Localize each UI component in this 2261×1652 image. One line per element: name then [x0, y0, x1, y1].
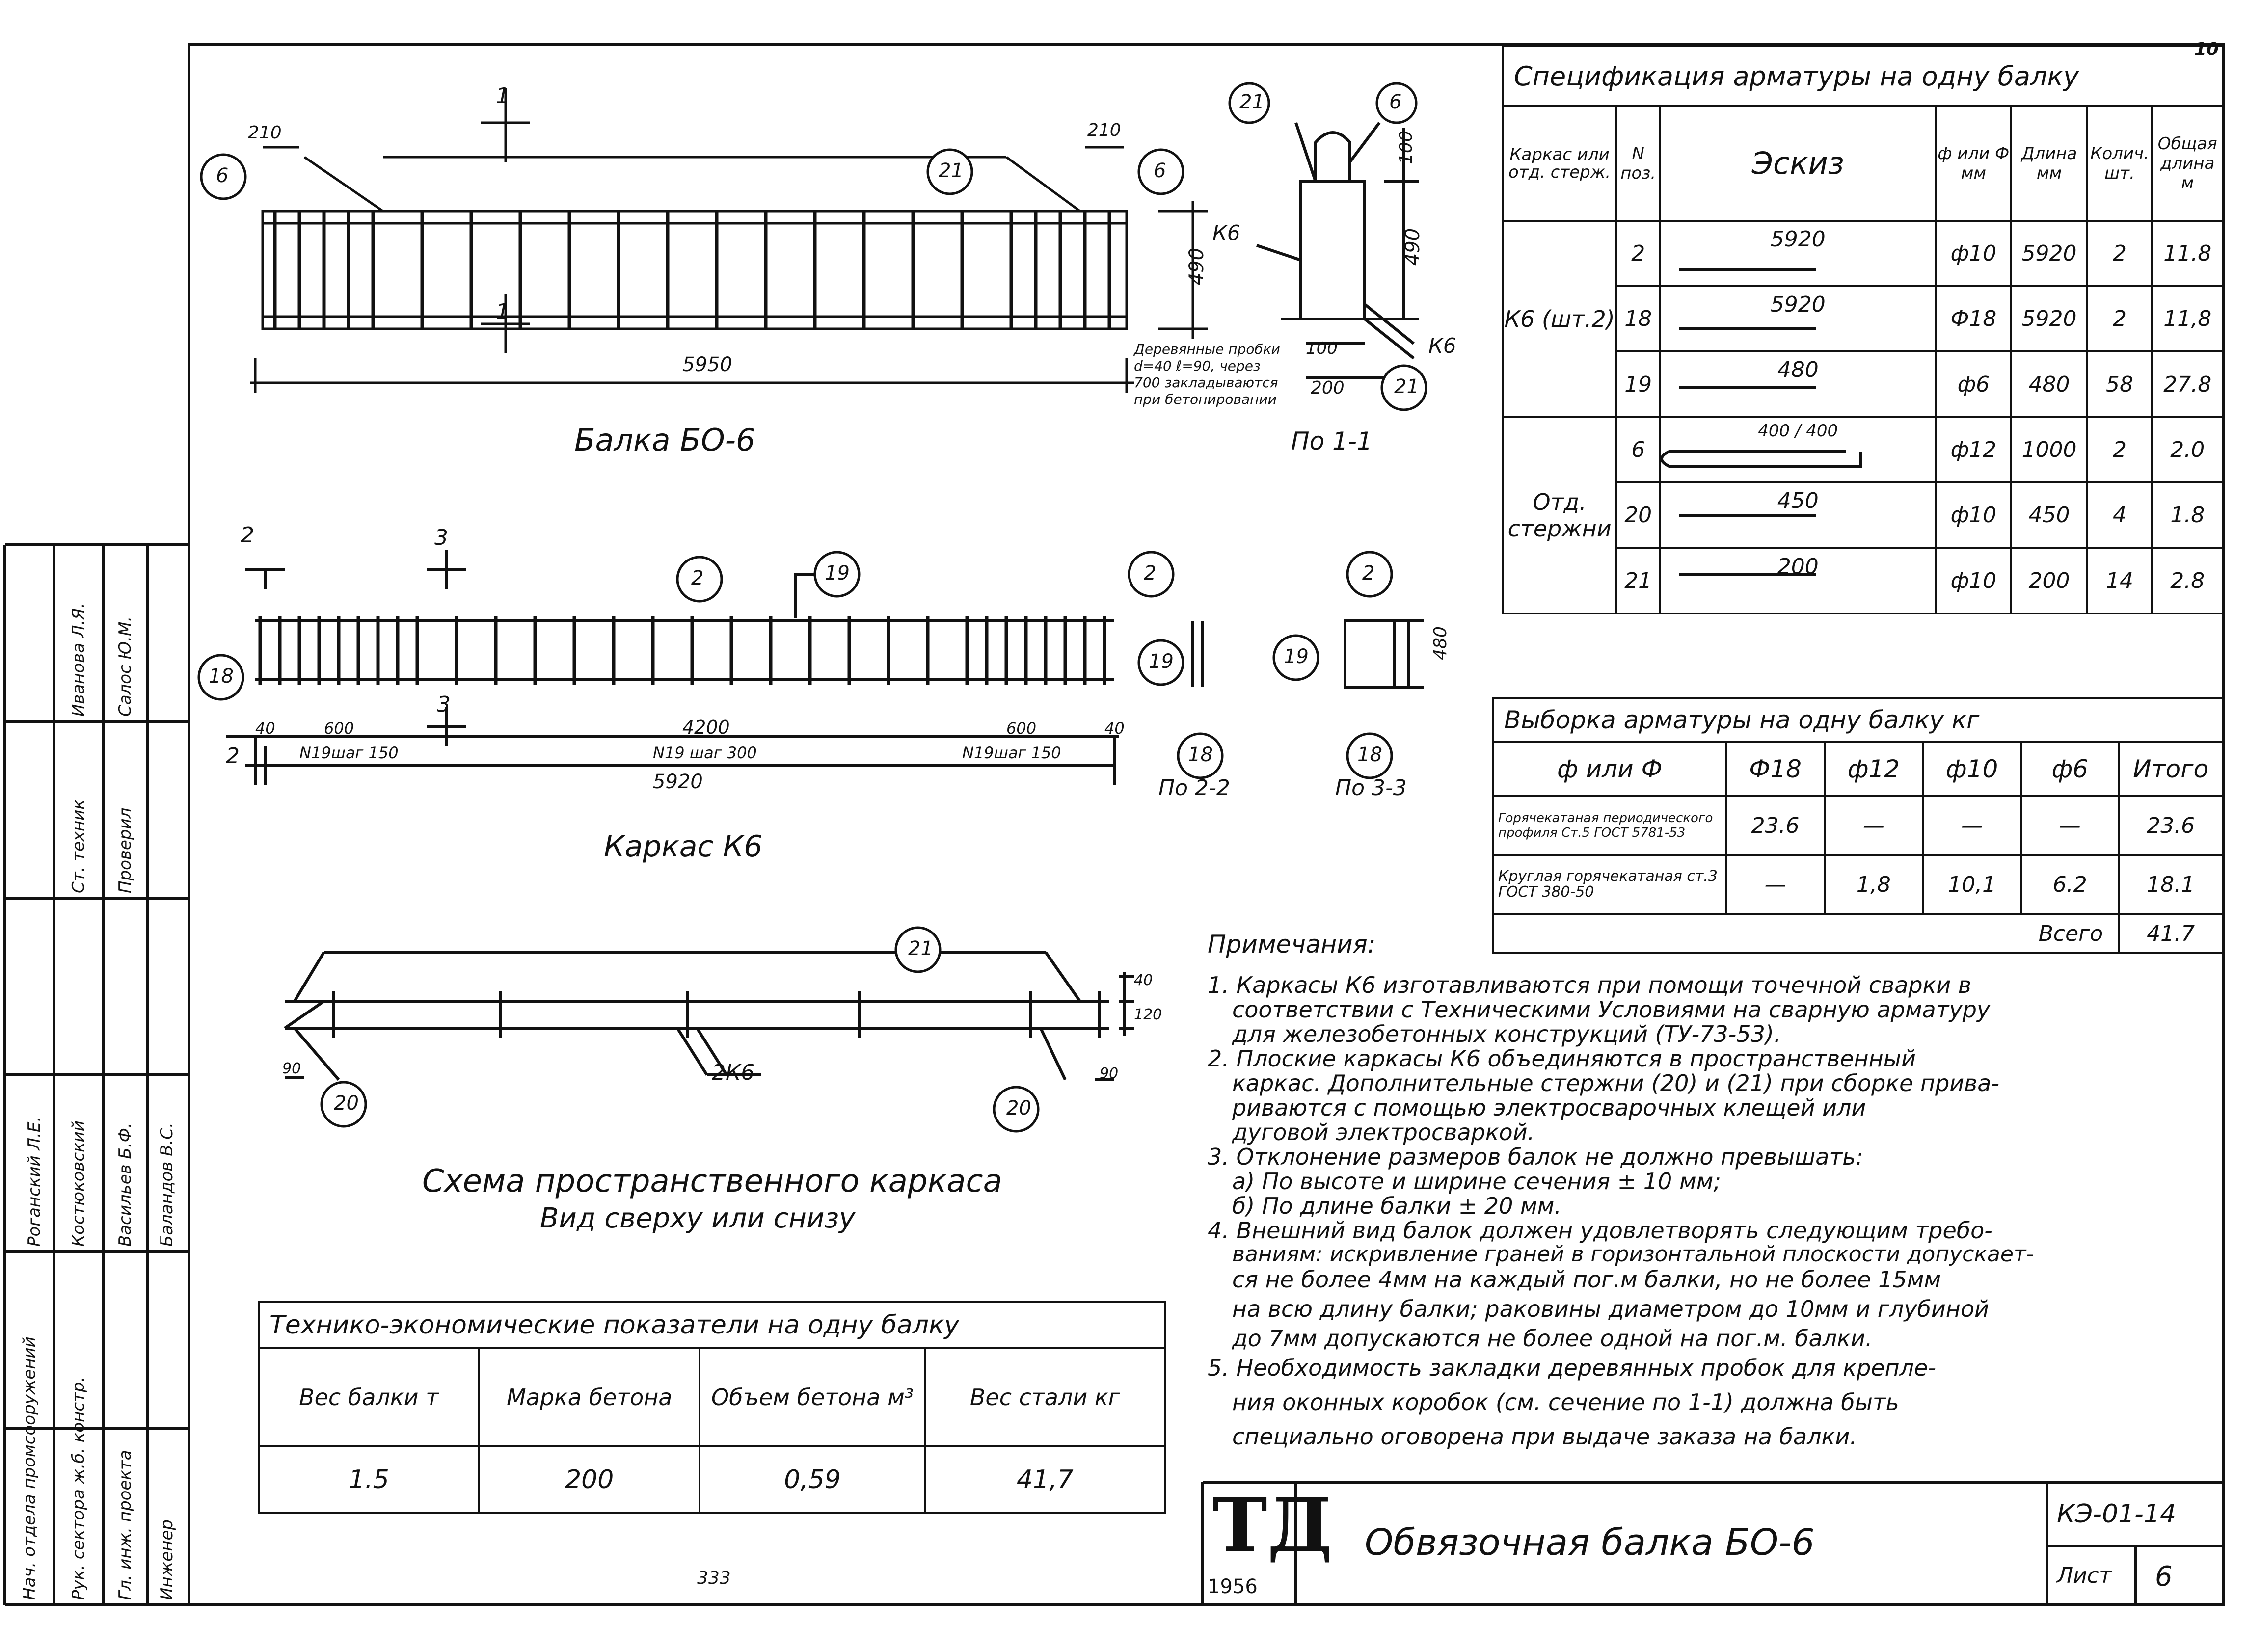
spec-pos: 20 — [1616, 482, 1660, 548]
spec-qty: 14 — [2087, 548, 2153, 613]
spec-sketch: 450 — [1660, 482, 1936, 548]
viborka-cell: — — [2021, 796, 2119, 855]
viborka-row-hot — [1493, 796, 2223, 855]
note-line: ваниям: искривление граней в горизонтальной плоскости допускает- — [1232, 1242, 2034, 1267]
spec-header-qty: Колич. шт. — [2087, 106, 2153, 220]
side-role-1: Нач. отдела промсооружений — [20, 1336, 39, 1600]
side-role-5: Ст. техник — [69, 799, 88, 893]
side-name-4: Роганский Л.Е. — [25, 1116, 44, 1247]
side-name-5: Иванова Л.Я. — [69, 603, 88, 717]
spec-header-dia: ф или Ф мм — [1936, 106, 2011, 220]
viborka-row-round — [1493, 855, 2223, 914]
section-1-1 — [1257, 123, 1419, 378]
note-line: до 7мм допускаются не более одной на пог.м. балки. — [1232, 1325, 1873, 1352]
spec-total: 1.8 — [2152, 482, 2223, 548]
mark-6-b: 6 — [216, 164, 229, 187]
spec-total: 2.8 — [2152, 548, 2223, 613]
frame-k6-bars — [260, 616, 1104, 685]
n19-step-150-right: N19шаг 150 — [962, 744, 1061, 762]
tep-value-weight: 1.5 — [259, 1446, 479, 1513]
spec-qty: 2 — [2087, 221, 2153, 286]
spec-dia: ф10 — [1936, 548, 2011, 613]
mark-19-b: 19 — [1149, 650, 1174, 673]
mark-21-d: 21 — [908, 937, 933, 960]
note-line: 1. Каркасы К6 изготавливаются при помощи точечной сварки в — [1208, 972, 1972, 998]
space-frame-subtitle: Вид сверху или снизу — [540, 1202, 856, 1234]
note-line: каркас. Дополнительные стержни (20) и (21) при сборке прива- — [1232, 1070, 2000, 1096]
side-role-4: Инженер — [157, 1519, 177, 1600]
spec-total: 27.8 — [2152, 351, 2223, 417]
dim-490-beam: 490 — [1185, 247, 1209, 286]
viborka-cell: 6.2 — [2021, 855, 2119, 914]
spec-dia: ф10 — [1936, 482, 2011, 548]
note-line: риваются с помощью электросварочных клещей или — [1232, 1094, 1866, 1121]
spec-dia: ф6 — [1936, 351, 2011, 417]
dim-100-bottom: 100 — [1306, 339, 1338, 358]
note-line: ния оконных коробок (см. сечение по 1-1) должна быть — [1232, 1389, 1899, 1415]
spec-len: 5920 — [2011, 221, 2087, 286]
wood-plugs-note: Деревянные пробки d=40 ℓ=90, через 700 закладываются при бетонировании — [1134, 341, 1280, 407]
dim-120-space: 120 — [1134, 1006, 1162, 1023]
side-name-3: Баландов В.С. — [157, 1122, 177, 1247]
dim-40-space: 40 — [1134, 972, 1153, 989]
note-line: ся не более 4мм на каждый пог.м балки, но не более 15мм — [1232, 1266, 1941, 1293]
spec-row-6 — [1503, 417, 2223, 482]
viborka-cell-sum: 23.6 — [2119, 796, 2223, 855]
tep-header-volume: Объем бетона м³ — [700, 1348, 925, 1446]
tep-title: Технико-экономические показатели на одну балку — [259, 1302, 1165, 1348]
spec-total: 11,8 — [2152, 286, 2223, 351]
mark-18-b: 18 — [1188, 744, 1213, 766]
dim-40-left: 40 — [255, 719, 275, 738]
spec-dia: ф12 — [1936, 417, 2011, 482]
cut-mark-1-top: 1 — [496, 83, 510, 108]
spec-header-length: Длина мм — [2011, 106, 2087, 220]
label-k6-section: К6 — [1212, 221, 1240, 245]
side-role-2: Рук. сектора ж.б. констр. — [69, 1376, 88, 1600]
cut-mark-1-bottom: 1 — [496, 299, 510, 324]
mark-2-b: 2 — [1144, 562, 1157, 585]
n19-step-150-left: N19шаг 150 — [299, 744, 399, 762]
viborka-header-f10: ф10 — [1923, 742, 2021, 796]
tep-header-steel: Вес стали кг — [925, 1348, 1165, 1446]
viborka-cell: 1,8 — [1825, 855, 1923, 914]
viborka-title: Выборка арматуры на одну балку кг — [1493, 698, 2223, 742]
spec-header-frame: Каркас или отд. стерж. — [1503, 106, 1616, 220]
spec-sketch: 400 / 400 — [1660, 417, 1936, 482]
mark-19-c: 19 — [1284, 645, 1309, 668]
space-frame — [285, 952, 1134, 1080]
spec-qty: 58 — [2087, 351, 2153, 417]
side-name-1: Костюковский — [69, 1120, 88, 1247]
side-role-3: Гл. инж. проекта — [115, 1450, 135, 1600]
cut-mark-3-top: 3 — [434, 525, 448, 550]
section-3-3-title: По 3-3 — [1335, 775, 1407, 800]
spec-sketch: 200 — [1660, 548, 1936, 613]
spec-sketch: 5920 — [1660, 221, 1936, 286]
spec-total: 2.0 — [2152, 417, 2223, 482]
dim-600-right: 600 — [1006, 719, 1037, 738]
mark-6-c: 6 — [1154, 160, 1166, 182]
spec-header-total: Общая длина м — [2152, 106, 2223, 220]
viborka-header-f12: ф12 — [1825, 742, 1923, 796]
beam-title: Балка БО-6 — [574, 422, 755, 458]
tep-header-weight: Вес балки т — [259, 1348, 479, 1446]
spec-len: 1000 — [2011, 417, 2087, 482]
dim-200-bottom: 200 — [1311, 378, 1345, 398]
spec-dia: Ф18 — [1936, 286, 2011, 351]
tep-header-grade: Марка бетона — [479, 1348, 700, 1446]
dim-480-section: 480 — [1430, 626, 1451, 660]
dim-5950: 5950 — [682, 353, 732, 376]
beam-elevation — [250, 88, 1208, 393]
side-name-6: Салос Ю.М. — [115, 616, 135, 717]
cut-mark-3-bottom: 3 — [437, 692, 451, 717]
viborka-header-f6: ф6 — [2021, 742, 2119, 796]
viborka-header-sum: Итого — [2119, 742, 2223, 796]
spec-total: 11.8 — [2152, 221, 2223, 286]
tep-value-steel: 41,7 — [925, 1446, 1165, 1513]
note-line: 2. Плоские каркасы К6 объединяются в пространственный — [1208, 1045, 1916, 1072]
mark-18-a: 18 — [209, 665, 234, 688]
dim-90-right: 90 — [1100, 1065, 1119, 1082]
viborka-header-label: ф или Ф — [1493, 742, 1726, 796]
spec-pos: 21 — [1616, 548, 1660, 613]
viborka-header-f18: Ф18 — [1726, 742, 1825, 796]
stamp-year: 1956 — [1208, 1575, 1258, 1598]
spec-header-sketch: Эскиз — [1660, 106, 1936, 220]
viborka-cell: 10,1 — [1923, 855, 2021, 914]
page-number: 333 — [697, 1568, 731, 1588]
spec-pos: 6 — [1616, 417, 1660, 482]
viborka-row-label: Горячекатаная периодического профиля Ст.5 ГОСТ 5781-53 — [1493, 796, 1726, 855]
beam-stirrups — [275, 211, 1109, 329]
dim-490-section: 490 — [1401, 228, 1425, 266]
viborka-total-value: 41.7 — [2119, 914, 2223, 953]
sheet-corner-number: 10 — [2194, 39, 2219, 59]
mark-21-c: 21 — [1394, 375, 1419, 398]
mark-21-a: 21 — [1239, 91, 1265, 113]
dim-210-left: 210 — [248, 123, 282, 143]
mark-20-b: 20 — [1006, 1097, 1031, 1119]
stamp-code: КЭ-01-14 — [2057, 1499, 2177, 1529]
note-line: дуговой электросваркой. — [1232, 1119, 1535, 1146]
spec-table — [1502, 45, 2224, 614]
spec-pos: 19 — [1616, 351, 1660, 417]
spec-len: 200 — [2011, 548, 2087, 613]
cut-mark-2-top: 2 — [241, 523, 254, 548]
side-role-6: Проверил — [115, 807, 135, 893]
tep-value-volume: 0,59 — [700, 1446, 925, 1513]
mark-18-c: 18 — [1357, 744, 1382, 766]
viborka-cell: — — [1923, 796, 2021, 855]
spec-pos: 18 — [1616, 286, 1660, 351]
dim-90-left: 90 — [282, 1060, 301, 1077]
spec-len: 480 — [2011, 351, 2087, 417]
spec-qty: 2 — [2087, 286, 2153, 351]
tep-value-grade: 200 — [479, 1446, 700, 1513]
n19-step-300: N19 шаг 300 — [653, 744, 757, 762]
mark-6-a: 6 — [1389, 91, 1402, 113]
spec-sketch: 5920 — [1660, 286, 1936, 351]
space-frame-ties — [334, 991, 1100, 1038]
spec-qty: 2 — [2087, 417, 2153, 482]
side-name-2: Васильев Б.Ф. — [115, 1122, 135, 1247]
viborka-total-label: Всего — [1493, 914, 2119, 953]
viborka-row-label: Круглая горячекатаная ст.3 ГОСТ 380-50 — [1493, 855, 1726, 914]
tep-table — [258, 1301, 1166, 1514]
spec-row-2 — [1503, 221, 2223, 286]
viborka-table — [1492, 697, 2224, 954]
label-k6-right: К6 — [1428, 334, 1456, 358]
label-2k6: 2К6 — [712, 1060, 755, 1085]
note-line: 5. Необходимость закладки деревянных пробок для крепле- — [1208, 1355, 1936, 1381]
mark-19-a: 19 — [825, 562, 850, 585]
dim-100-section: 100 — [1396, 131, 1416, 164]
spec-title: Спецификация арматуры на одну балку — [1503, 46, 2223, 106]
dim-40-right: 40 — [1104, 719, 1125, 738]
mark-2-a: 2 — [691, 567, 704, 589]
note-line: б) По длине балки ± 20 мм. — [1232, 1193, 1561, 1219]
note-line: соответствии с Техническими Условиями на сварную арматуру — [1232, 996, 1991, 1023]
stamp-sheet-label: Лист — [2057, 1563, 2112, 1588]
section-1-1-title: По 1-1 — [1291, 427, 1373, 455]
cut-mark-2-bottom: 2 — [226, 744, 240, 769]
note-line: специально оговорена при выдаче заказа на балки. — [1232, 1423, 1857, 1450]
mark-2-c: 2 — [1362, 562, 1375, 585]
dim-5920: 5920 — [653, 771, 703, 793]
note-line: для железобетонных конструкций (ТУ-73-53). — [1232, 1021, 1781, 1047]
notes-title: Примечания: — [1208, 930, 1376, 959]
spec-len: 5920 — [2011, 286, 2087, 351]
mark-21-b: 21 — [939, 160, 964, 182]
space-frame-title: Схема пространственного каркаса — [422, 1163, 1002, 1199]
spec-sketch: 480 — [1660, 351, 1936, 417]
viborka-cell: — — [1726, 855, 1825, 914]
spec-group-otd: Отд. стержни — [1503, 417, 1616, 613]
note-line: 3. Отклонение размеров балок не должно превышать: — [1208, 1144, 1863, 1170]
spec-len: 450 — [2011, 482, 2087, 548]
spec-dia: ф10 — [1936, 221, 2011, 286]
spec-pos: 2 — [1616, 221, 1660, 286]
viborka-cell: — — [1825, 796, 1923, 855]
note-line: а) По высоте и ширине сечения ± 10 мм; — [1232, 1168, 1721, 1195]
spec-header-pos: N поз. — [1616, 106, 1660, 220]
viborka-cell: 23.6 — [1726, 796, 1825, 855]
mark-20-a: 20 — [334, 1092, 359, 1115]
note-line: 4. Внешний вид балок должен удовлетворять следующим требо- — [1208, 1217, 1992, 1244]
viborka-cell-sum: 18.1 — [2119, 855, 2223, 914]
td-logo: ТД — [1212, 1482, 1333, 1569]
frame-title: Каркас К6 — [604, 829, 763, 864]
stamp-title: Обвязочная балка БО-6 — [1365, 1521, 1815, 1564]
dim-4200: 4200 — [682, 717, 730, 738]
note-line: на всю длину балки; раковины диаметром до 10мм и глубиной — [1232, 1296, 1989, 1322]
spec-group-k6: К6 (шт.2) — [1503, 221, 1616, 417]
dim-600-left: 600 — [324, 719, 354, 738]
section-2-2-title: По 2-2 — [1158, 775, 1230, 800]
spec-qty: 4 — [2087, 482, 2153, 548]
stamp-sheet-number: 6 — [2155, 1561, 2173, 1593]
dim-210-right: 210 — [1087, 120, 1121, 140]
